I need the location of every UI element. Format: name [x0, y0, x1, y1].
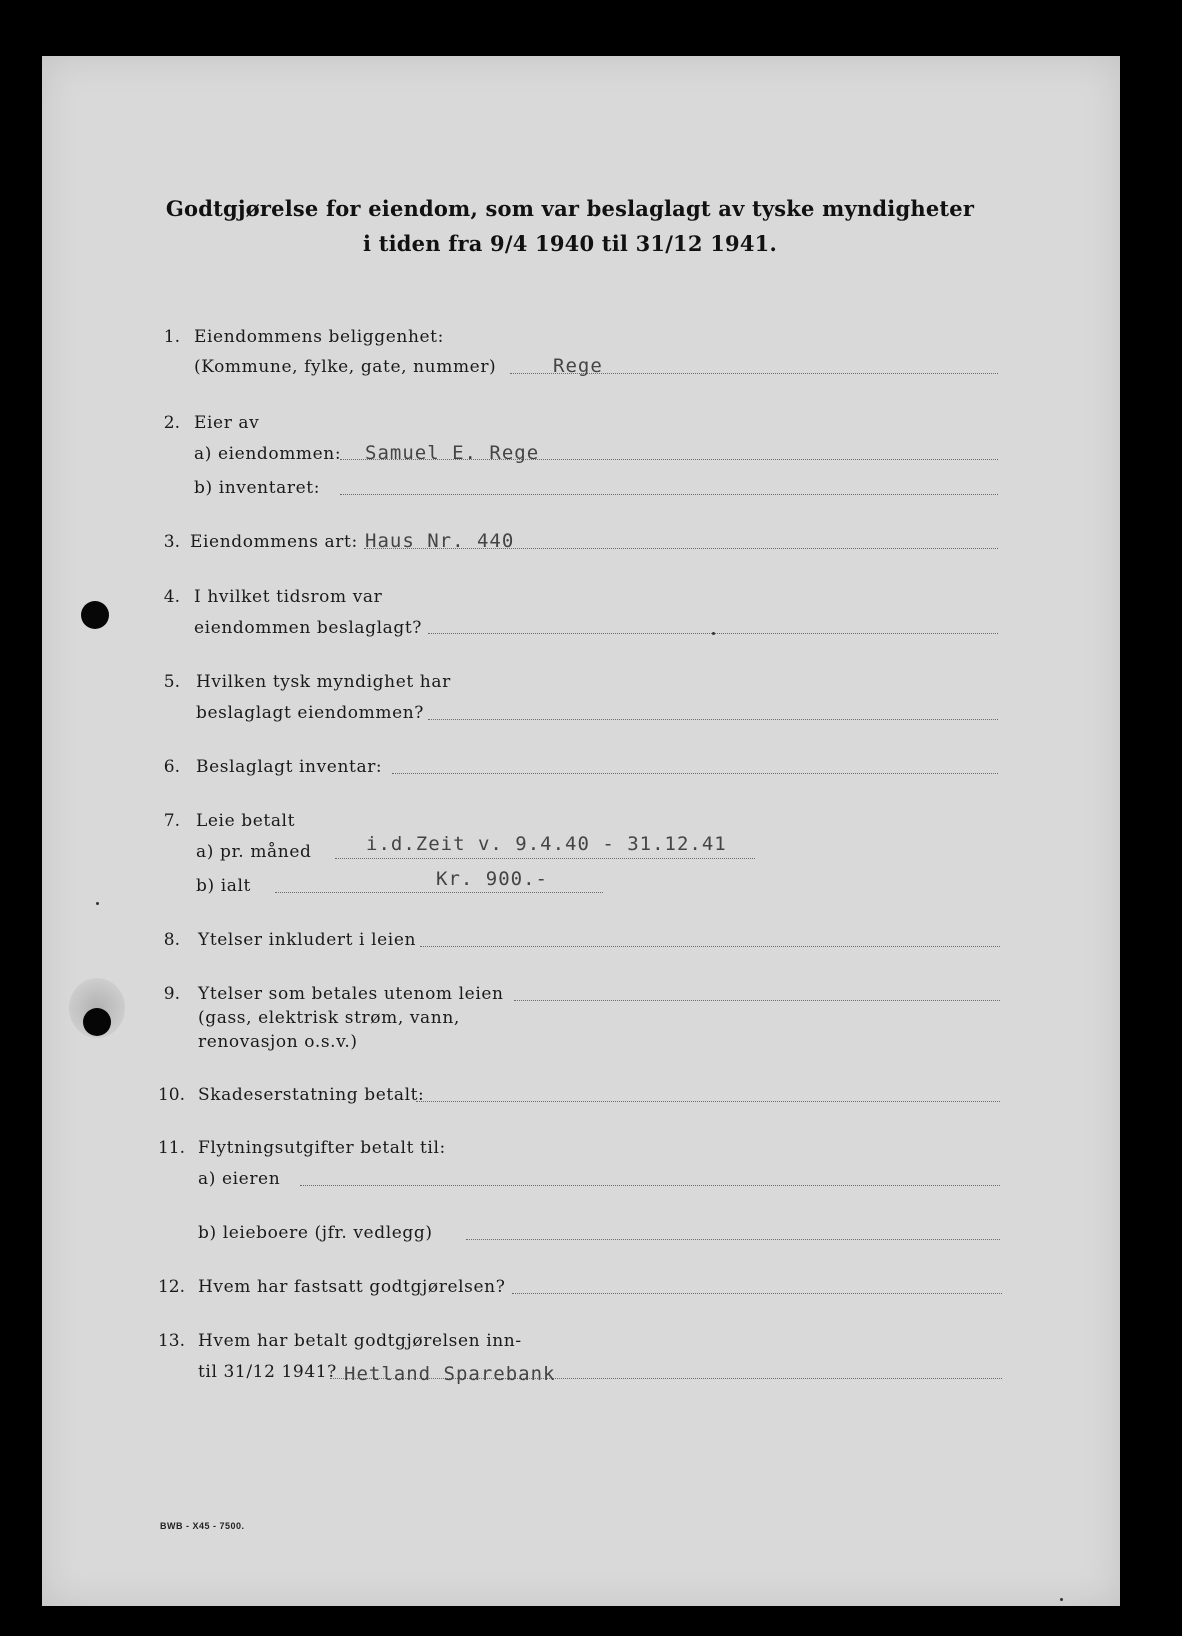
typed-answer: Samuel E. Rege	[365, 442, 540, 464]
item-label: Skadeserstatning betalt:	[198, 1085, 425, 1105]
item-label-sub: beslaglagt eiendommen?	[196, 703, 424, 723]
item-label: Ytelser inkludert i leien	[198, 930, 417, 950]
item-number: 4.	[163, 587, 180, 607]
punch-hole	[83, 1008, 111, 1036]
typed-answer: Haus Nr. 440	[365, 530, 515, 552]
item-label: Leie betalt	[196, 811, 296, 831]
item-number: 8.	[163, 930, 180, 950]
item-number: 3.	[163, 532, 180, 552]
item-label-a: a) eiendommen:	[194, 444, 342, 464]
answer-line	[512, 1293, 1002, 1294]
answer-line	[340, 494, 998, 495]
item-number: 6.	[163, 757, 180, 777]
answer-line	[392, 773, 998, 774]
item-number: 12.	[157, 1277, 185, 1297]
item-label: Eier av	[194, 413, 260, 433]
item-number: 9.	[163, 984, 180, 1004]
item-label: Hvem har betalt godtgjørelsen inn-	[198, 1331, 522, 1351]
print-code: BWB - X45 - 7500.	[160, 1521, 245, 1531]
item-number: 5.	[163, 672, 180, 692]
item-number: 13.	[157, 1331, 185, 1351]
item-label: Ytelser som betales utenom leien	[198, 984, 504, 1004]
item-label-sub: til 31/12 1941?	[198, 1362, 337, 1382]
answer-line	[300, 1185, 1000, 1186]
typed-answer: Rege	[553, 355, 603, 377]
form-title: Godtgjørelse for eiendom, som var beslaglagt av tyske myndigheter	[165, 196, 975, 221]
item-label-b: b) inventaret:	[194, 478, 321, 498]
item-label: Eiendommens beliggenhet:	[194, 327, 444, 347]
item-label-a: a) pr. måned	[196, 842, 312, 862]
item-number: 11.	[157, 1138, 185, 1158]
answer-line	[420, 946, 1000, 947]
item-number: 7.	[163, 811, 180, 831]
item-number: 2.	[163, 413, 180, 433]
answer-line	[335, 858, 755, 859]
paper-speck	[96, 902, 99, 905]
item-label-b: b) ialt	[196, 876, 251, 896]
item-label-sub: renovasjon o.s.v.)	[198, 1032, 358, 1052]
item-label: Eiendommens art:	[190, 532, 358, 552]
typed-answer: Hetland Sparebank	[344, 1363, 556, 1385]
form-title-line2: i tiden fra 9/4 1940 til 31/12 1941.	[363, 231, 777, 256]
paper-speck	[1060, 1598, 1063, 1601]
answer-line	[275, 892, 603, 893]
item-number: 10.	[157, 1085, 185, 1105]
item-label: Flytningsutgifter betalt til:	[198, 1138, 446, 1158]
item-label: I hvilket tidsrom var	[194, 587, 383, 607]
item-label: Beslaglagt inventar:	[196, 757, 383, 777]
item-label-a: a) eieren	[198, 1169, 281, 1189]
answer-line	[428, 719, 998, 720]
item-label-b: b) leieboere (jfr. vedlegg)	[198, 1223, 433, 1243]
typed-answer: Kr. 900.-	[436, 868, 548, 890]
punch-hole	[81, 601, 109, 629]
item-label: Hvem har fastsatt godtgjørelsen?	[198, 1277, 506, 1297]
item-label-sub: (Kommune, fylke, gate, nummer)	[194, 357, 497, 377]
typed-answer: i.d.Zeit v. 9.4.40 - 31.12.41	[366, 833, 727, 855]
item-label: Hvilken tysk myndighet har	[196, 672, 451, 692]
paper-speck	[712, 632, 715, 635]
item-label-sub: (gass, elektrisk strøm, vann,	[198, 1008, 460, 1028]
item-number: 1.	[163, 327, 180, 347]
answer-line	[514, 1000, 1000, 1001]
answer-line	[416, 1101, 1000, 1102]
answer-line	[466, 1239, 1000, 1240]
item-label-sub: eiendommen beslaglagt?	[194, 618, 422, 638]
